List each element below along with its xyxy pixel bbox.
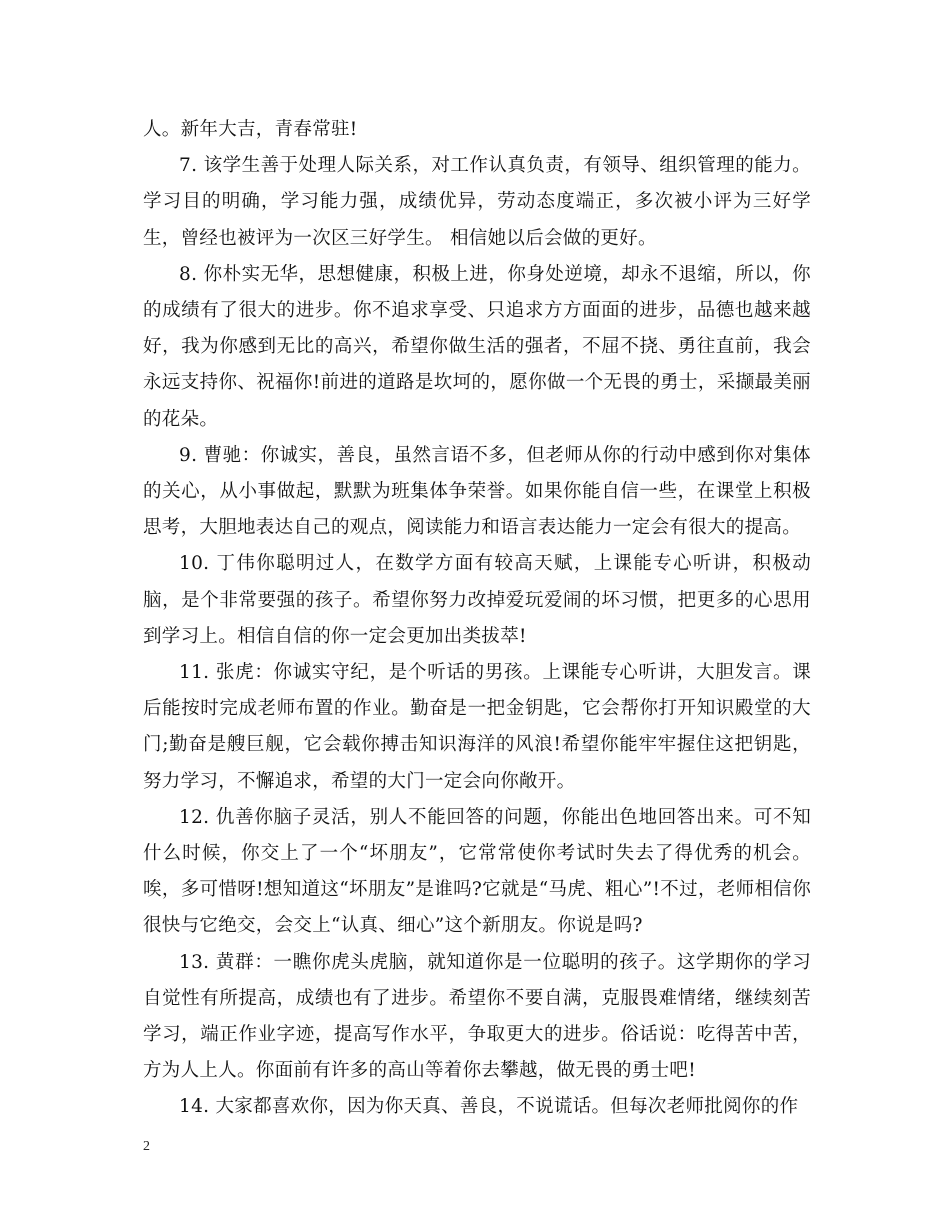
paragraph-item-13: 13. 黄群：一瞧你虎头虎脑，就知道你是一位聪明的孩子。这学期你的学习自觉性有所提高，成绩也有了进步。希望你不要自满，克服畏难情绪，继续刻苦学习，端正作业字迹，提高写作水平，争取更大的进步。俗话说：吃得苦中苦，方为人上人。你面前有许多的高山等着你去攀越，做无畏的勇士吧!: [143, 951, 811, 1082]
paragraph-continuation: 人。新年大吉，青春常驻!: [143, 119, 358, 140]
paragraph-item-8: 8. 你朴实无华，思想健康，积极上进，你身处逆境，却永不退缩，所以，你的成绩有了很大的进步。你不追求享受、只追求方方面面的进步，品德也越来越好，我为你感到无比的高兴，希望你做生活的强者，不屈不挠、勇往直前，我会永远支持你、祝福你!前进的道路是坎坷的，愿你做一个无畏的勇士，采撷最美丽的花朵。: [143, 263, 811, 430]
paragraph-item-11: 11. 张虎：你诚实守纪，是个听话的男孩。上课能专心听讲，大胆发言。课后能按时完成老师布置的作业。勤奋是一把金钥匙，它会帮你打开知识殿堂的大门;勤奋是艘巨舰，它会载你搏击知识海洋的风浪!希望你能牢牢握住这把钥匙，努力学习，不懈追求，希望的大门一定会向你敞开。: [143, 662, 811, 792]
paragraph-item-14: 14. 大家都喜欢你，因为你天真、善良，不说谎话。但每次老师批阅你的作: [179, 1096, 799, 1118]
paragraph-item-12: 12. 仇善你脑子灵活，别人不能回答的问题，你能出色地回答出来。可不知什么时候，你交上了一个“坏朋友”，它常常使你考试时失去了得优秀的机会。唉，多可惜呀!想知道这“坏朋友”是谁吗?它就是“马虎、粗心”!不过，老师相信你很快与它绝交，会交上“认真、细心”这个新朋友。你说是吗?: [143, 806, 811, 937]
document-body: [143, 112, 811, 1126]
paragraph-item-9: 9. 曹驰：你诚实，善良，虽然言语不多，但老师从你的行动中感到你对集体的关心，从小事做起，默默为班集体争荣誉。如果你能自信一些，在课堂上积极思考，大胆地表达自己的观点，阅读能力和语言表达能力一定会有很大的提高。: [143, 444, 811, 539]
paragraph-item-10: 10. 丁伟你聪明过人，在数学方面有较高天赋，上课能专心听讲，积极动脑，是个非常要强的孩子。希望你努力改掉爱玩爱闹的坏习惯，把更多的心思用到学习上。相信自信的你一定会更加出类拔萃!: [143, 553, 811, 647]
paragraph-item-7: 7. 该学生善于处理人际关系，对工作认真负责，有领导、组织管理的能力。学习目的明确，学习能力强，成绩优异，劳动态度端正，多次被小评为三好学生，曾经也被评为一次区三好学生。 相信她以后会做的更好。: [143, 155, 811, 249]
page-number: 2: [143, 1139, 150, 1154]
